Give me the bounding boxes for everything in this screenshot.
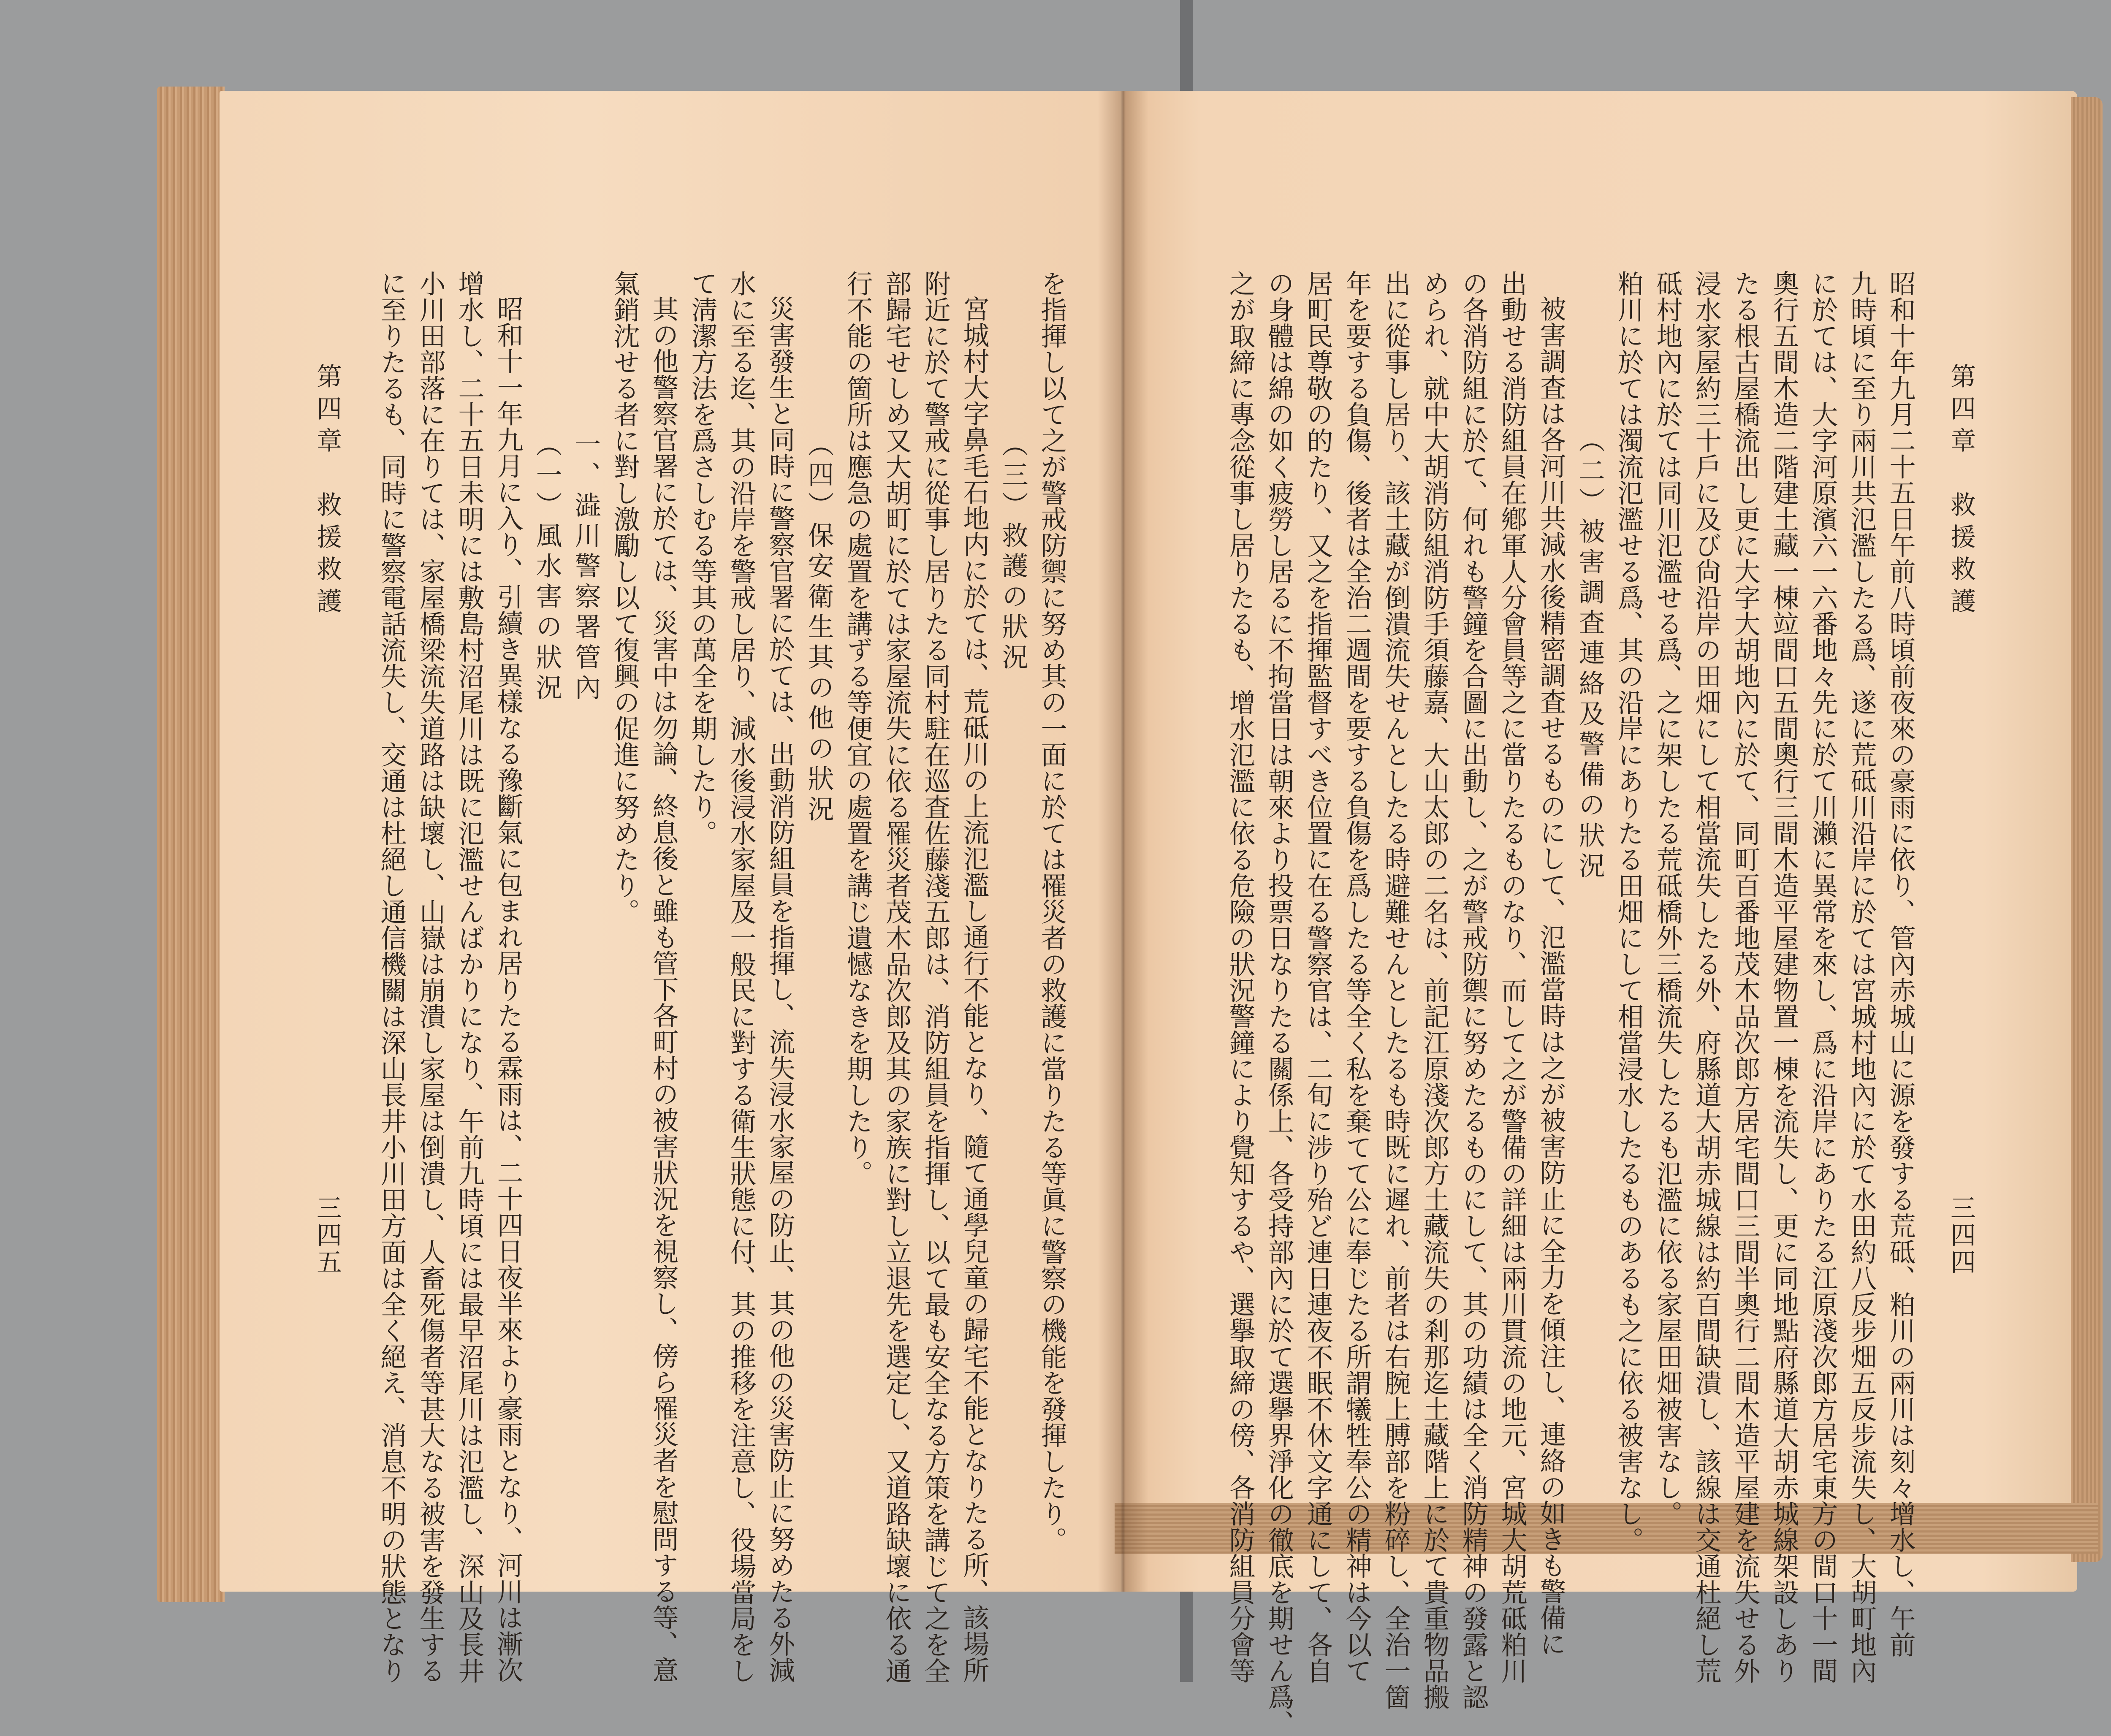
text-column: 小川田部落に在りては、家屋橋梁流失道路は缺壞し、山嶽は崩潰し家屋は倒潰し、人畜死傷者等甚大なる被害を發生する <box>415 270 446 1684</box>
text-column: 奧行五間木造二階建土藏一棟竝間口五間奧行三間木造平屋建物置一棟を流失し、更に同地點府縣道大胡赤城線架設しあり <box>1769 270 1799 1684</box>
section-heading: （一）風水害の狀況 <box>532 431 562 704</box>
text-column: 居町民尊敬の的たり、又之を指揮監督すべき位置に在る警察官は、二旬に涉り殆ど連日連夜不眠不休文字通にして、各自 <box>1302 270 1333 1684</box>
left-page-header: 第四章 救援救護 <box>312 363 342 620</box>
text-column: 出動せる消防組員在鄕軍人分會員等之に當りたるものなり、而して之が警備の詳細は兩川貫流の地元、宮城大胡荒砥粕川 <box>1497 270 1528 1684</box>
left-page-number: 三四五 <box>312 1195 342 1276</box>
text-column: 水に至る迄、其の沿岸を警戒し居り、減水後浸水家屋及一般民に對する衛生狀態に付、其の推移を注意し、役場當局をし <box>726 270 757 1684</box>
book-gutter <box>1098 91 1148 1592</box>
text-column: 之が取締に專念從事し居りたるも、增水氾濫に依る危險の狀況警鐘により覺知するや、選擧取締の傍、各消防組員分會等 <box>1225 270 1256 1684</box>
right-page-number: 三四四 <box>1946 1195 1976 1276</box>
text-column: 災害發生と同時に警察官署に於ては、出動消防組員を指揮し、流失浸水家屋の防止、其の他の災害防止に努めたる外減 <box>765 296 795 1683</box>
section-heading: （四）保安衛生其の他の狀況 <box>803 431 834 826</box>
text-column: 昭和十年九月二十五日午前八時頃前夜來の豪雨に依り、管內赤城山に源を發する荒砥、粕川の兩川は刻々增水し、午前 <box>1885 270 1916 1657</box>
text-column: 附近に於て警戒に從事し居りたる同村駐在巡査佐藤淺五郎は、消防組員を指揮し、以て最も安全なる方策を講じて之を全 <box>920 270 951 1684</box>
book-edge-left <box>157 87 225 1602</box>
text-column: 出に從事し居り、該土藏が倒潰流失せんとしたる時避難せんとしたるも時既に遲れ、前者は右腕上膊部を粉碎し、全治一箇 <box>1380 270 1411 1710</box>
text-column: たる根古屋橋流出し更に大字大胡地內に於て、同町百番地茂木品次郎方居宅間口三間半奧行二間木造平屋建を流失せる外 <box>1730 270 1761 1684</box>
text-column: 浸水家屋約三十戶に及び尙沿岸の田畑にして相當流失したる外、府縣道大胡赤城線は約百間缺潰し、該線は交通杜絕し荒 <box>1691 270 1722 1684</box>
text-column: 昭和十一年九月に入り、引續き異樣なる豫斷氣に包まれ居りたる霖雨は、二十四日夜半來より豪雨となり、河川は漸次 <box>493 296 524 1683</box>
text-column: 砥村地內に於ては同川氾濫せる爲、之に架したる荒砥橋外三橋流失したるも氾濫に依る家屋田畑被害なし。 <box>1652 270 1683 1527</box>
text-column: 行不能の箇所は應急の處置を講ずる等便宜の處置を講じ遺憾なきを期したり。 <box>842 270 873 1186</box>
text-column: 部歸宅せしめ又大胡町に於ては家屋流失に依る罹災者茂木品次郎及其の家族に對し立退先を選定し、又道路缺壞に依る通 <box>881 270 912 1684</box>
right-page-header: 第四章 救援救護 <box>1946 363 1976 620</box>
text-column: を指揮し以て之が警戒防禦に努め其の一面に於ては罹災者の救護に當りたる等眞に警察の機能を發揮したり。 <box>1037 270 1067 1553</box>
text-column: 年を要する負傷、後者は全治二週間を要する負傷を爲したる等全く私を棄てて公に奉じたる所謂犧牲奉公の精神は今以て <box>1341 270 1372 1684</box>
section-heading: （三）救護の狀況 <box>998 431 1028 674</box>
text-column: に於ては、大字河原濱六一六番地々先に於て川瀨に異常を來し、爲に沿岸にありたる江原淺次郎方居宅東方の間口十一間 <box>1807 270 1838 1684</box>
text-column: 被害調査は各河川共減水後精密調査せるものにして、氾濫當時は之が被害防止に全力を傾注し、連絡の如きも警備に <box>1536 296 1566 1657</box>
text-column: められ、就中大胡消防組消防手須藤嘉、大山太郎の二名は、前記江原淺次郎方土藏流失の剎那迄土藏階上に於て貴重物品搬 <box>1419 270 1450 1710</box>
book-edge-bottom <box>1115 1503 2098 1554</box>
text-column: 其の他警察官署に於ては、災害中は勿論、終息後と雖も管下各町村の被害狀況を視察し、傍ら罹災者を慰問する等、意 <box>648 296 679 1683</box>
book-edge-right <box>2071 97 2103 1562</box>
section-heading: 一、澁川警察署管內 <box>570 431 601 704</box>
text-column: て淸潔方法を爲さしむる等其の萬全を期したり。 <box>687 270 718 846</box>
text-column: の各消防組に於て、何れも警鐘を合圖に出動し、之が警戒防禦に努めたるものにして、其の功績は全く消防精神の發露と認 <box>1458 270 1489 1710</box>
text-column: 氣銷沈せる者に對し激勵し以て復興の促進に努めたり。 <box>609 270 640 925</box>
text-column: 宮城村大字鼻毛石地内に於ては、荒砥川の上流氾濫し通行不能となり、隨て通學兒童の歸宅不能となりたる所、該場所 <box>959 296 990 1683</box>
text-column: に至りたるも、同時に警察電話流失し、交通は杜絕し通信機關は深山長井小川田方面は全く絕え、消息不明の狀態となり <box>376 270 407 1684</box>
text-column: 增水し、二十五日未明には敷島村沼尾川は既に氾濫せんばかりになり、午前九時頃には最早沼尾川は氾濫し、深山及長井 <box>454 270 485 1684</box>
section-heading: （二）被害調査連絡及警備の狀況 <box>1574 426 1605 882</box>
text-column: の身體は綿の如く疲勞し居るに不拘當日は朝來より投票日なりたる關係上、各受持部內に於て選擧界淨化の徹底を期せん爲、 <box>1264 270 1294 1736</box>
text-column: 九時頃に至り兩川共氾濫したる爲、遂に荒砥川沿岸に於ては宮城村地內に於て水田約八反步畑五反步流失し、大胡町地內 <box>1846 270 1877 1684</box>
text-column: 粕川に於ては濁流氾濫せる爲、其の沿岸にありたる田畑にして相當浸水したるものあるも之に依る被害なし。 <box>1613 270 1644 1553</box>
